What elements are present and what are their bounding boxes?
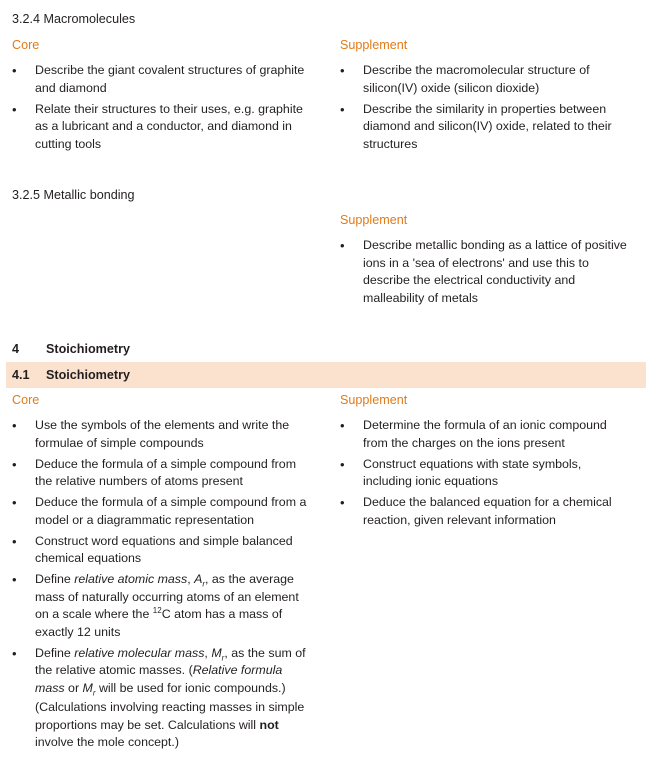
supplement-label: Supplement <box>340 38 408 52</box>
core-list-4-1 <box>12 417 308 755</box>
section-number-4: 4 <box>12 342 20 356</box>
list-item: • Describe metallic bonding as a lattice of positive ions in a 'sea of electrons' and use this to describe the electrical conductivity and malleability of metals <box>340 238 627 305</box>
list-item: • Deduce the formula of a simple compound from a model or a diagrammatic representation <box>12 495 307 527</box>
section-title-4: Stoichiometry <box>46 342 130 356</box>
list-item: • Deduce the balanced equation for a chemical reaction, given relevant information <box>340 495 612 527</box>
core-label: Core <box>12 38 40 52</box>
list-item: • Describe the macromolecular structure of silicon(IV) oxide (silicon dioxide) <box>340 63 590 95</box>
core-label: Core <box>12 393 40 407</box>
list-item: • Use the symbols of the elements and write the formulae of simple compounds <box>12 418 290 450</box>
list-item-note: (Calculations involving reacting masses in simple proportions may be set. Calculations will not involve the mole concept.) <box>35 700 305 749</box>
supplement-list-3-2-4 <box>340 62 630 157</box>
list-item: • Relate their structures to their uses, e.g. graphite as a lubricant and a conductor, and diamond in cutting tools <box>12 101 303 151</box>
supplement-label: Supplement <box>340 393 408 407</box>
list-item: • Construct equations with state symbols, including ionic equations <box>340 456 582 488</box>
section-number-4-1: 4.1 <box>12 368 30 382</box>
list-item: • Construct word equations and simple balanced chemical equations <box>12 533 293 565</box>
section-title-3-2-5: 3.2.5 Metallic bonding <box>12 188 135 202</box>
section-title-3-2-4: 3.2.4 Macromolecules <box>12 12 136 26</box>
list-item-relative-molecular-mass: • Define relative molecular mass, $M_r$, as the sum of the relative atomic masses. (Relative formula mass or $M_r$ will be used for ionic compounds.) <box>12 645 306 697</box>
core-list-3-2-4 <box>12 62 312 157</box>
list-item: • Deduce the formula of a simple compound from the relative numbers of atoms present <box>12 456 297 488</box>
list-item: • Describe the similarity in properties between diamond and silicon(IV) oxide, related to their structures <box>340 101 612 151</box>
supplement-label: Supplement <box>340 213 408 227</box>
supplement-list-4-1 <box>340 417 630 533</box>
list-item: • Determine the formula of an ionic compound from the charges on the ions present <box>340 418 607 450</box>
list-item-relative-atomic-mass: • Define relative atomic mass, $A_r$, as the average mass of naturally occurring atoms of an element on a scale where the $^{12}$C atom has a mass of exactly 12 units <box>12 572 299 639</box>
supplement-list-3-2-5 <box>340 237 630 311</box>
section-title-4-1: Stoichiometry <box>46 368 130 382</box>
list-item: • Describe the giant covalent structures of graphite and diamond <box>12 63 305 95</box>
